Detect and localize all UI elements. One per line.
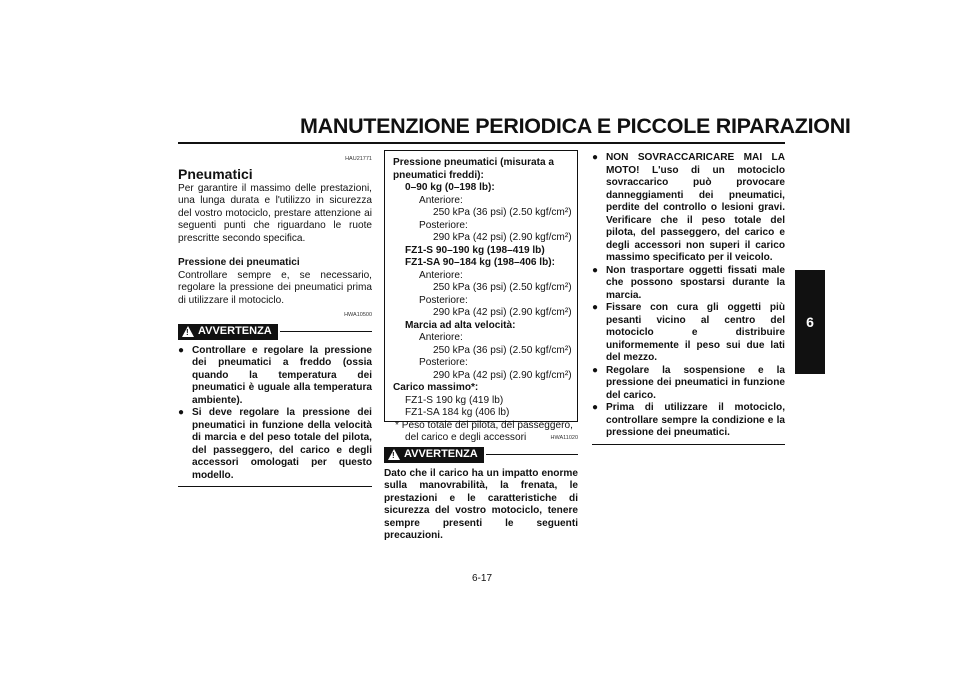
spec-label: Posteriore: bbox=[419, 357, 468, 368]
spec-value: 250 kPa (36 psi) (2.50 kgf/cm²) bbox=[433, 344, 572, 356]
warning-badge bbox=[178, 324, 278, 340]
subheading: Pressione dei pneumatici bbox=[178, 257, 300, 268]
warning-code: HWA10500 bbox=[344, 312, 372, 318]
left-column bbox=[178, 153, 372, 487]
spec-label: Anteriore: bbox=[419, 269, 463, 281]
list-item: ● Regolare la sospensione e la pressione dei pneumatici in funzione del carico. bbox=[592, 365, 785, 403]
spec-label: Anteriore: bbox=[419, 194, 463, 206]
warning-text: Dato che il carico ha un impatto enorme sulla manovrabilità, la frenata, le prestazioni e le caratteristiche di sicurezza del vostro motociclo, tenere sempre presenti le seguenti precauzioni. bbox=[384, 467, 578, 541]
spec-load: FZ1-SA 90–184 kg (198–406 lb): bbox=[405, 257, 555, 268]
spec-load: Marcia ad alta velocità: bbox=[405, 319, 516, 331]
spec-value: 290 kPa (42 psi) (2.90 kgf/cm²) bbox=[433, 369, 572, 381]
warning-triangle-icon bbox=[182, 326, 194, 337]
warning-label: AVVERTENZA bbox=[404, 448, 478, 461]
spec-label: Anteriore: bbox=[419, 332, 463, 343]
section-heading: Pneumatici bbox=[178, 165, 253, 182]
list-item: ● Fissare con cura gli oggetti più pesanti vicino al centro del motociclo e distribuire uniformemente il peso sui due lati del mezzo. bbox=[592, 302, 785, 365]
warning-code: HWA11020 bbox=[550, 435, 578, 441]
list-item: ● Prima di utilizzare il motociclo, controllare sempre la condizione e la pressione dei pneumatici. bbox=[592, 402, 785, 440]
section-rule bbox=[178, 486, 372, 487]
spec-label: Posteriore: bbox=[419, 219, 468, 231]
right-column bbox=[592, 152, 785, 445]
page-title: MANUTENZIONE PERIODICA E PICCOLE RIPARAZIONI bbox=[300, 114, 851, 138]
list-item: ● NON SOVRACCARICARE MAI LA MOTO! L'uso di un motociclo sovraccarico può provocare danneggiamenti dei pneumatici, perdite del controllo o lesioni gravi. Verificare che il peso totale del pilota, del passeggero, del carico e degli accessori non superi il carico massimo specificato per il veicolo. bbox=[592, 152, 785, 265]
warning-header bbox=[384, 447, 578, 463]
list-item: ● Controllare e regolare la pressione dei pneumatici a freddo (ossia quando la temperatura dei pneumatici è uguale alla temperatura ambiente). bbox=[178, 345, 372, 408]
intro-paragraph: Per garantire il massimo delle prestazioni, una lunga durata e l'utilizzo in sicurezza del vostro motociclo, prestare attenzione ai seguenti punti che riguardano le ruote prescritte secondo specifica. bbox=[178, 182, 372, 244]
precaution-list bbox=[592, 152, 785, 440]
spec-maxload: Carico massimo*: bbox=[393, 382, 479, 393]
warning-triangle-icon bbox=[388, 449, 400, 460]
warning-badge bbox=[384, 447, 484, 463]
spec-load: FZ1-S 90–190 kg (198–419 lb) bbox=[405, 244, 545, 256]
spec-title: Pressione pneumatici (misurata a pneumatici freddi): bbox=[393, 157, 554, 181]
warning-header bbox=[178, 324, 372, 340]
spec-max-sa: FZ1-SA 184 kg (406 lb) bbox=[405, 407, 510, 418]
spec-footnote: * Peso totale del pilota, del passeggero, del carico e degli accessori bbox=[395, 419, 573, 443]
spec-value: 290 kPa (42 psi) (2.90 kgf/cm²) bbox=[433, 307, 572, 318]
list-item: ● Si deve regolare la pressione dei pneumatici in funzione della velocità di marcia e del peso totale del pilota, del passeggero, del carico e degli accessori omologati per questo modello. bbox=[178, 407, 372, 482]
warning-label: AVVERTENZA bbox=[198, 325, 272, 338]
section-rule bbox=[592, 444, 785, 445]
subheading-text: Controllare sempre e, se necessario, regolare la pressione dei pneumatici prima di utilizzare il motociclo. bbox=[178, 269, 372, 306]
page-number: 6-17 bbox=[471, 573, 492, 584]
middle-warning bbox=[384, 432, 578, 543]
warning-list bbox=[178, 345, 372, 483]
spec-label: Posteriore: bbox=[419, 294, 468, 306]
list-item: ● Non trasportare oggetti fissati male che possono spostarsi durante la marcia. bbox=[592, 265, 785, 303]
section-code: HAU21771 bbox=[345, 156, 372, 162]
chapter-tab: 6 bbox=[795, 270, 825, 374]
spec-value: 250 kPa (36 psi) (2.50 kgf/cm²) bbox=[433, 207, 572, 218]
spec-load: 0–90 kg (0–198 lb): bbox=[405, 182, 495, 193]
title-rule bbox=[178, 142, 785, 144]
spec-max-s: FZ1-S 190 kg (419 lb) bbox=[405, 394, 504, 406]
spec-value: 250 kPa (36 psi) (2.50 kgf/cm²) bbox=[433, 282, 572, 293]
spec-value: 290 kPa (42 psi) (2.90 kgf/cm²) bbox=[433, 232, 572, 243]
